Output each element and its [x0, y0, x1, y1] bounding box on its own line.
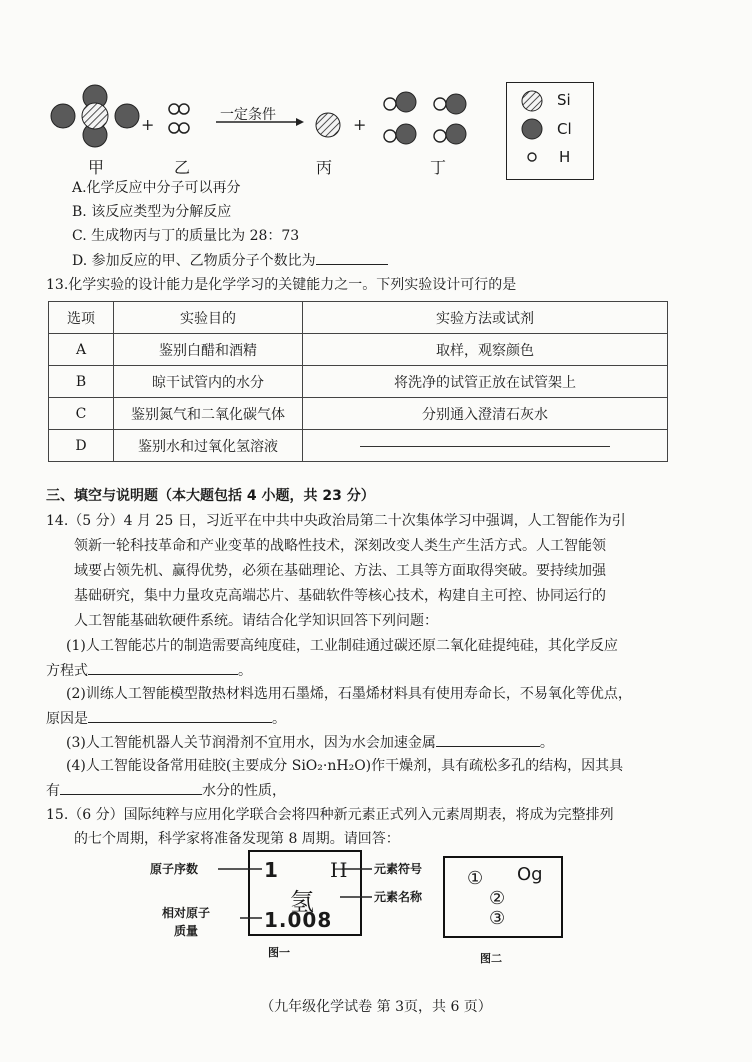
- q12-option-b: B. 该反应类型为分解反应: [72, 204, 232, 220]
- label-element-name: 元素名称: [374, 890, 423, 904]
- row-method: 分别通入澄清石灰水: [303, 398, 668, 430]
- q14-part1-end: 。: [238, 663, 252, 679]
- q12-option-c: C. 生成物丙与丁的质量比为 28：73: [72, 228, 300, 244]
- q14-part4-b: [46, 780, 286, 801]
- element-name: 氢: [290, 888, 314, 916]
- legend-si: Si: [557, 91, 571, 109]
- row-option: C: [49, 398, 114, 430]
- atomic-number: 1: [264, 858, 278, 882]
- answer-blank[interactable]: [88, 660, 238, 675]
- molecule-jia: [51, 85, 139, 147]
- q12-option-d-text: D. 参加反应的甲、乙物质分子个数比为: [72, 253, 316, 269]
- q14-part3: [66, 732, 554, 753]
- element-card-og: [443, 856, 563, 938]
- q14-line-5: 人工智能基础软硬件系统。请结合化学知识回答下列问题：: [74, 613, 438, 629]
- legend-icons: [517, 89, 547, 173]
- row-goal: 鉴别氮气和二氧化碳气体: [114, 398, 303, 430]
- row-option: D: [49, 430, 114, 462]
- q14-part4-end: 水分的性质，: [202, 783, 286, 799]
- q14-part3-end: 。: [539, 735, 554, 751]
- table-row: [49, 366, 668, 398]
- q14-line-1: 14.（5 分）4 月 25 日，习近平在中共中央政治局第二十次集体学习中强调，人工智能作为引: [46, 513, 626, 529]
- q12-option-a: A.化学反应中分子可以再分: [72, 180, 241, 196]
- answer-blank[interactable]: [88, 708, 272, 723]
- row-method: 取样，观察颜色: [303, 334, 668, 366]
- plus-2: +: [353, 115, 367, 134]
- header-goal: 实验目的: [114, 302, 303, 334]
- answer-blank[interactable]: [360, 445, 610, 447]
- answer-blank[interactable]: [436, 732, 540, 747]
- legend-h: H: [559, 148, 571, 166]
- section-title: 三、填空与说明题（本大题包括 4 小题，共 23 分）: [46, 488, 375, 504]
- row-method-blank[interactable]: [303, 430, 668, 462]
- q14-part2-label: 原因是: [46, 711, 88, 727]
- label-yi: 乙: [174, 158, 191, 177]
- row-goal: 鉴别水和过氧化氢溶液: [114, 430, 303, 462]
- label-mass-2: 质量: [174, 924, 199, 938]
- mark-1: ①: [467, 868, 484, 889]
- experiment-table: [48, 301, 668, 462]
- label-atomic-number: 原子序数: [150, 862, 199, 876]
- q14-part4-a: (4)人工智能设备常用硅胶(主要成分 SiO₂·nH₂O)作干燥剂，具有疏松多孔的结构，因其具: [66, 758, 624, 774]
- q15-line-2: 的七个周期，科学家将准备发现第 8 周期。请回答：: [74, 831, 400, 847]
- label-element-symbol: 元素符号: [374, 862, 423, 876]
- figure1-caption: 图一: [268, 946, 290, 959]
- q14-line-3: 域要占领先机、赢得优势，必须在基础理论、方法、工具等方面取得突破。要持续加强: [74, 563, 606, 579]
- q13-stem: 13.化学实验的设计能力是化学学习的关键能力之一。下列实验设计可行的是: [46, 277, 517, 293]
- table-header-row: [49, 302, 668, 334]
- row-option: B: [49, 366, 114, 398]
- q15-line-1: 15.（6 分）国际纯粹与应用化学联合会将四种新元素正式列入元素周期表，将成为完整排列: [46, 807, 614, 823]
- q14-line-4: 基础研究，集中力量攻克高端芯片、基础软件等核心技术，构建自主可控、协同运行的: [74, 588, 606, 604]
- q14-part3-text: (3)人工智能机器人关节润滑剂不宜用水，因为水会加速金属: [66, 735, 436, 751]
- q14-part2-b: [46, 708, 286, 729]
- label-bing: 丙: [316, 158, 333, 177]
- q14-part1-label: 方程式: [46, 663, 88, 679]
- plus-1: +: [141, 115, 155, 134]
- label-jia: 甲: [88, 158, 105, 177]
- q14-line-2: 领新一轮科技革命和产业变革的战略性技术，深刻改变人类生产生活方式。人工智能领: [74, 538, 606, 554]
- header-method: 实验方法或试剂: [303, 302, 668, 334]
- atom-legend: [506, 82, 594, 180]
- row-goal: 鉴别白醋和酒精: [114, 334, 303, 366]
- label-ding: 丁: [430, 158, 447, 177]
- q14-part2-a: (2)训练人工智能模型散热材料选用石墨烯，石墨烯材料具有使用寿命长，不易氧化等优点，: [66, 686, 632, 702]
- row-option: A: [49, 334, 114, 366]
- q12-option-d: [72, 250, 388, 271]
- q14-part1-a: (1)人工智能芯片的制造需要高纯度硅，工业制硅通过碳还原二氧化硅提纯硅，其化学反应: [66, 638, 618, 654]
- q14-part1-b: [46, 660, 252, 681]
- label-mass-1: 相对原子: [162, 906, 211, 920]
- element-symbol: H: [330, 858, 348, 882]
- row-goal: 晾干试管内的水分: [114, 366, 303, 398]
- table-row: [49, 334, 668, 366]
- reaction-condition: 一定条件: [220, 107, 276, 123]
- legend-cl: Cl: [557, 120, 572, 138]
- answer-blank[interactable]: [316, 250, 388, 265]
- table-row: [49, 430, 668, 462]
- atomic-mass: 1.008: [264, 908, 333, 932]
- row-method: 将洗净的试管正放在试管架上: [303, 366, 668, 398]
- q14-part4-label: 有: [46, 783, 60, 799]
- page-footer: （九年级化学试卷 第 3页，共 6 页）: [260, 999, 492, 1015]
- answer-blank[interactable]: [60, 780, 202, 795]
- element-symbol-og: Og: [517, 864, 543, 885]
- table-row: [49, 398, 668, 430]
- header-option: 选项: [49, 302, 114, 334]
- q14-part2-end: 。: [272, 711, 286, 727]
- mark-3: ③: [489, 908, 506, 929]
- mark-2: ②: [489, 888, 506, 909]
- molecule-ding: [384, 92, 466, 144]
- figure2-caption: 图二: [480, 952, 502, 965]
- molecule-yi: [169, 104, 189, 133]
